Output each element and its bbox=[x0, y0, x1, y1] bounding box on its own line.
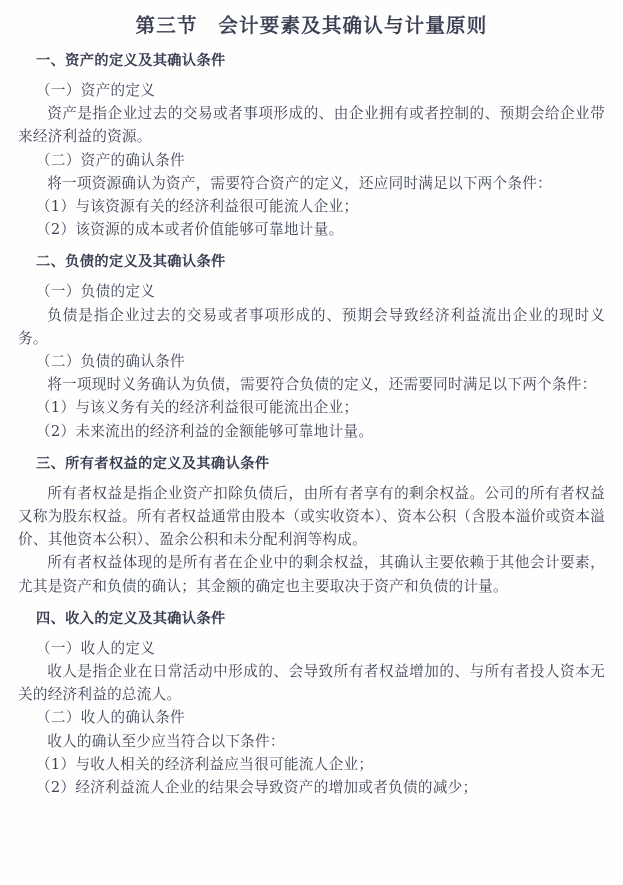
paragraph: 资产是指企业过去的交易或者事项形成的、由企业拥有或者控制的、预期会给企业带来经济利益的资源。 bbox=[18, 105, 605, 146]
document-section bbox=[0, 443, 623, 598]
sub-heading: （二）资产的确认条件 bbox=[36, 151, 185, 169]
paragraph: 将一项资源确认为资产，需要符合资产的定义，还应同时满足以下两个条件： bbox=[47, 174, 552, 192]
sub-heading: （二）收人的确认条件 bbox=[36, 709, 185, 727]
section-heading: 三、所有者权益的定义及其确认条件 bbox=[36, 455, 270, 472]
list-item: （1）与该义务有关的经济利益很可能流出企业； bbox=[36, 399, 359, 417]
paragraph: 所有者权益是指企业资产扣除负债后，由所有者享有的剩余权益。公司的所有者权益又称为股东权益。所有者权益通常由股本（或实收资本）、资本公积（含股本溢价或资本溢价、其他资本公积）、盈余公积和未分配利润等构成。 bbox=[18, 484, 605, 549]
document-section bbox=[0, 598, 623, 799]
sub-heading: （一）资产的定义 bbox=[36, 82, 156, 99]
section-heading: 一、资产的定义及其确认条件 bbox=[36, 53, 226, 69]
document-section bbox=[0, 241, 623, 442]
page-title: 第三节 会计要素及其确认与计量原则 bbox=[135, 14, 488, 37]
list-item: （2）经济利益流人企业的结果会导致资产的增加或者负债的减少； bbox=[36, 779, 478, 797]
list-item: （1）与该资源有关的经济利益很可能流人企业； bbox=[36, 198, 359, 216]
section-heading: 二、负债的定义及其确认条件 bbox=[36, 254, 226, 271]
section-heading: 四、收入的定义及其确认条件 bbox=[36, 610, 226, 627]
paragraph: 收人的确认至少应当符合以下条件： bbox=[47, 732, 285, 750]
paragraph: 负债是指企业过去的交易或者事项形成的、预期会导致经济利益流出企业的现时义务。 bbox=[18, 306, 605, 347]
sub-heading: （一）收人的定义 bbox=[36, 639, 156, 657]
document-body bbox=[0, 40, 623, 799]
sub-heading: （二）负债的确认条件 bbox=[36, 353, 185, 371]
paragraph: 收人是指企业在日常活动中形成的、会导致所有者权益增加的、与所有者投人资本无关的经济利益的总流人。 bbox=[18, 663, 605, 704]
list-item: （1）与收人相关的经济利益应当很可能流人企业； bbox=[36, 755, 374, 773]
paragraph: 将一项现时义务确认为负债，需要符合负债的定义，还需要同时满足以下两个条件： bbox=[47, 376, 597, 394]
sub-heading: （一）负债的定义 bbox=[36, 283, 156, 301]
paragraph: 所有者权益体现的是所有者在企业中的剩余权益，其确认主要依赖于其他会计要素，尤其是资产和负债的确认；其金额的确定也主要取决于资产和负债的计量。 bbox=[18, 554, 605, 595]
list-item: （2）未来流出的经济利益的金额能够可靠地计量。 bbox=[36, 422, 374, 440]
list-item: （2）该资源的成本或者价值能够可靠地计量。 bbox=[36, 221, 344, 239]
document-section bbox=[0, 40, 623, 241]
